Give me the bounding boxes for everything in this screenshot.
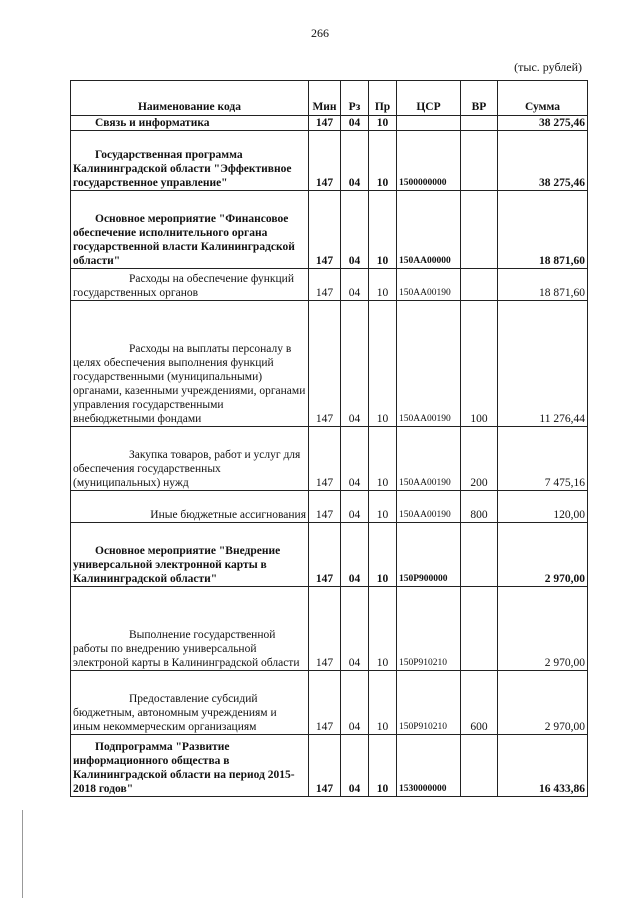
row-pr: 10 [369,301,397,427]
row-min: 147 [309,191,341,269]
row-sum: 16 433,86 [498,735,588,797]
row-min: 147 [309,131,341,191]
header-sum: Сумма [498,81,588,116]
row-sum: 120,00 [498,491,588,523]
page-number: 266 [311,26,329,40]
row-rz: 04 [341,427,369,491]
table-row [71,735,588,797]
row-name: Государственная программа Калининградской области "Эффективное государственное управление" [71,131,309,191]
row-name: Расходы на выплаты персоналу в целях обеспечения выполнения функций государственными (муниципальными) органами, казенными учреждениями, органами управления государственными внебюджетными фондами [71,301,309,427]
table-row [71,116,588,131]
row-vr: 100 [461,301,498,427]
row-pr: 10 [369,671,397,735]
row-csr: 150Р900000 [397,523,461,587]
row-csr [397,116,461,131]
row-vr [461,191,498,269]
row-rz: 04 [341,131,369,191]
row-sum: 2 970,00 [498,587,588,671]
row-vr: 600 [461,671,498,735]
row-pr: 10 [369,427,397,491]
row-pr: 10 [369,116,397,131]
row-name: Иные бюджетные ассигнования [71,491,309,523]
row-pr: 10 [369,735,397,797]
row-sum: 11 276,44 [498,301,588,427]
row-name: Выполнение государственной работы по внедрению универсальной электроной карты в Калининградской области [71,587,309,671]
row-pr: 10 [369,131,397,191]
row-vr: 800 [461,491,498,523]
row-rz: 04 [341,523,369,587]
row-csr: 1530000000 [397,735,461,797]
row-name: Закупка товаров, работ и услуг для обеспечения государственных (муниципальных) нужд [71,427,309,491]
row-name: Расходы на обеспечение функций государственных органов [71,269,309,301]
table-row [71,523,588,587]
row-sum: 18 871,60 [498,191,588,269]
row-sum: 18 871,60 [498,269,588,301]
header-min: Мин [309,81,341,116]
row-rz: 04 [341,735,369,797]
row-pr: 10 [369,491,397,523]
row-vr [461,116,498,131]
row-csr: 150АА00190 [397,427,461,491]
scan-margin-line [22,810,23,898]
table-row [71,671,588,735]
row-sum: 38 275,46 [498,131,588,191]
header-pr: Пр [369,81,397,116]
header-rz: Рз [341,81,369,116]
row-csr: 150АА00190 [397,301,461,427]
table-row [71,427,588,491]
row-pr: 10 [369,269,397,301]
row-csr: 150Р910210 [397,587,461,671]
row-name: Связь и информатика [71,116,309,131]
row-csr: 150Р910210 [397,671,461,735]
header-vr: ВР [461,81,498,116]
row-name: Основное мероприятие "Финансовое обеспечение исполнительного органа государственной власти Калининградской области" [71,191,309,269]
table-header-row [71,81,588,116]
header-name: Наименование кода [71,81,309,116]
header-csr: ЦСР [397,81,461,116]
row-rz: 04 [341,587,369,671]
row-vr [461,131,498,191]
row-name: Подпрограмма "Развитие информационного общества в Калининградской области на период 2015-2018 годов" [71,735,309,797]
row-sum: 7 475,16 [498,427,588,491]
budget-table [70,80,588,797]
row-min: 147 [309,735,341,797]
table-row [71,301,588,427]
row-csr: 150АА00190 [397,269,461,301]
table-row [71,191,588,269]
row-pr: 10 [369,191,397,269]
row-rz: 04 [341,301,369,427]
row-csr: 150АА00000 [397,191,461,269]
row-name: Основное мероприятие "Внедрение универсальной электронной карты в Калининградской области" [71,523,309,587]
row-rz: 04 [341,269,369,301]
row-min: 147 [309,671,341,735]
row-rz: 04 [341,671,369,735]
row-vr [461,735,498,797]
row-min: 147 [309,301,341,427]
row-name: Предоставление субсидий бюджетным, автономным учреждениям и иным некоммерческим организациям [71,671,309,735]
table-row [71,269,588,301]
row-vr: 200 [461,427,498,491]
row-rz: 04 [341,491,369,523]
table-row [71,587,588,671]
row-pr: 10 [369,523,397,587]
row-sum: 2 970,00 [498,671,588,735]
row-min: 147 [309,523,341,587]
row-sum: 2 970,00 [498,523,588,587]
row-min: 147 [309,491,341,523]
row-csr: 1500000000 [397,131,461,191]
row-pr: 10 [369,587,397,671]
row-vr [461,523,498,587]
row-csr: 150АА00190 [397,491,461,523]
row-sum: 38 275,46 [498,116,588,131]
row-rz: 04 [341,116,369,131]
units-label: (тыс. рублей) [514,60,582,74]
row-rz: 04 [341,191,369,269]
row-min: 147 [309,269,341,301]
row-min: 147 [309,427,341,491]
row-vr [461,587,498,671]
row-min: 147 [309,116,341,131]
table-row [71,491,588,523]
table-row [71,131,588,191]
row-min: 147 [309,587,341,671]
row-vr [461,269,498,301]
